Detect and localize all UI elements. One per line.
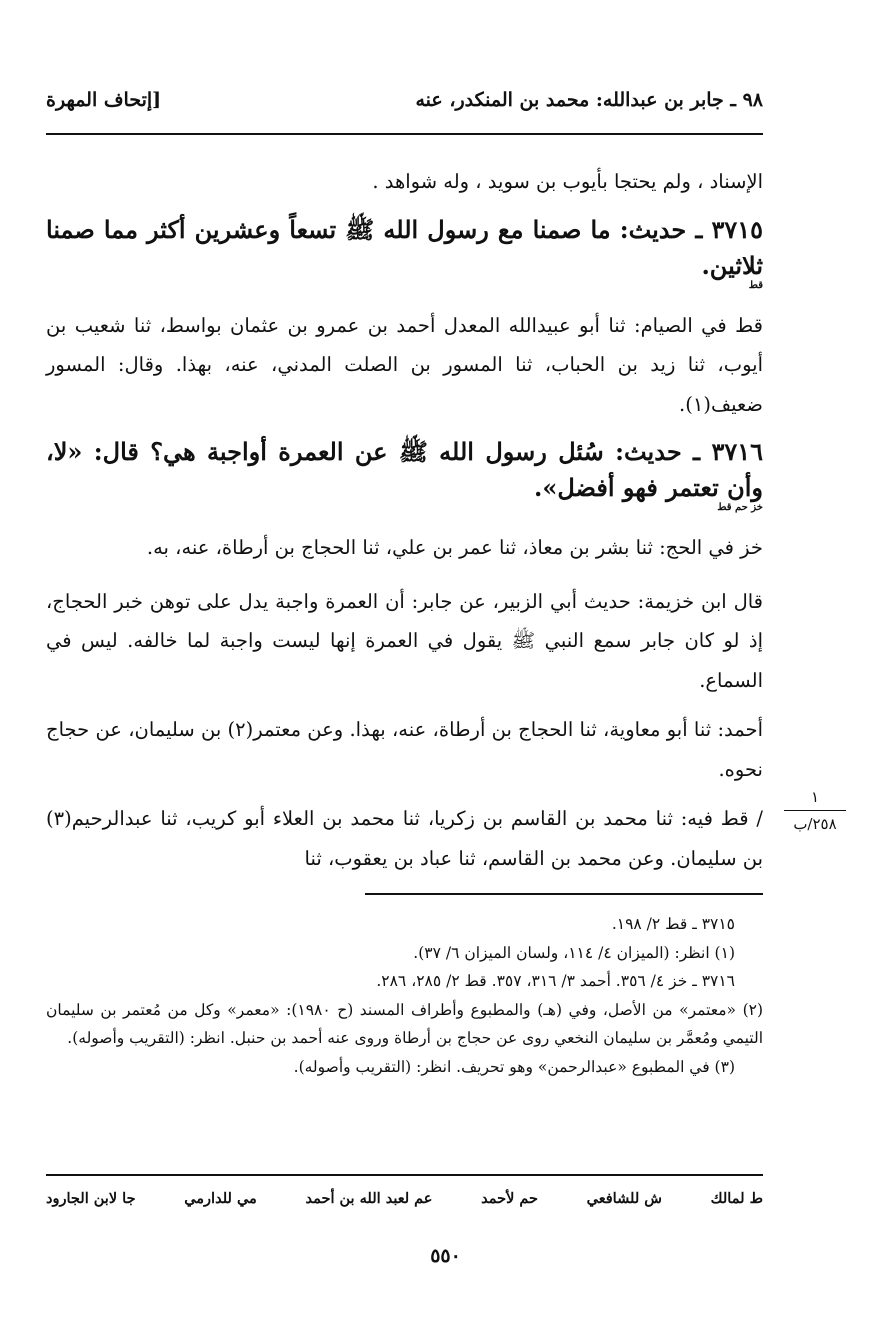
hadith-3716-siglum: خز حم قط: [717, 502, 763, 513]
folio-divider: [784, 810, 846, 811]
page-number: ٥٥٠: [430, 1245, 461, 1267]
folio-bottom: ٢٥٨/ب: [793, 815, 837, 833]
sigla-key: [46, 1190, 763, 1207]
page-header: [46, 80, 763, 120]
footnote-2: (٢) «معتمر» من الأصل، وفي (هـ) والمطبوع وأطراف المسند (ح ١٩٨٠): «معمر» وكل من مُعتمر بن سليمان التيمي ومُعمَّر بن سليمان النخعي روى عن حجاج بن أرطاة وروى عنه أحمد بن حنبل. انظر: (التقريب وأصوله).: [46, 1000, 764, 1047]
hadith-3715-text: ٣٧١٥ ـ حديث: ما صمنا مع رسول الله ﷺ تسعاً وعشرين أكثر مما صمنا ثلاثين.: [46, 214, 763, 280]
siglum-malik: ط لمالك: [710, 1190, 763, 1207]
siglum-shafii: ش للشافعي: [586, 1190, 663, 1207]
intro-paragraph: الإسناد ، ولم يحتجا بأيوب بن سويد ، وله شواهد .: [372, 170, 763, 193]
book-title: [إتحاف المهرة: [46, 89, 162, 111]
siglum-ahmad: حم لأحمد: [481, 1190, 539, 1207]
footnote-rule: [365, 893, 763, 895]
header-rule: [46, 133, 763, 135]
footnote-1: (١) انظر: (الميزان ٤/ ١١٤، ولسان الميزان ٦/ ٣٧).: [413, 943, 735, 962]
sigla-rule: [46, 1174, 763, 1176]
footnotes: [46, 910, 763, 1081]
paragraph-ibn-khuzayma-hajj: خز في الحج: ثنا بشر بن معاذ، ثنا عمر بن علي، ثنا الحجاج بن أرطاة، عنه، به.: [146, 536, 763, 559]
hadith-3716: [46, 434, 763, 514]
running-title: ٩٨ ـ جابر بن عبدالله: محمد بن المنكدر، عنه: [415, 89, 763, 111]
paragraph-ahmad: أحمد: ثنا أبو معاوية، ثنا الحجاج بن أرطاة، عنه، بهذا. وعن معتمر(٢) بن سليمان، عن حجاج نحوه.: [46, 718, 763, 781]
hadith-3715-siglum: قط: [748, 279, 763, 291]
paragraph-daraqutni: قط في الصيام: ثنا أبو عبيدالله المعدل أحمد بن عمرو بن عثمان بواسط، ثنا شعيب بن أيوب، ثنا زيد بن الحباب، ثنا المسور بن الصلت المدني، عنه، بهذا. وقال: المسور ضعيف(١).: [46, 313, 763, 416]
footnote-source-3716: ٣٧١٦ ـ خز ٤/ ٣٥٦. أحمد ٣/ ٣١٦، ٣٥٧. قط ٢/ ٢٨٥، ٢٨٦.: [376, 972, 735, 990]
paragraph-ibn-khuzayma-comment: قال ابن خزيمة: حديث أبي الزبير، عن جابر: أن العمرة واجبة يدل على توهن خبر الحجاج، إذ لو كان جابر سمع النبي ﷺ يقول في العمرة إنها ليست واجبة لما خالفه. ليس في السماع.: [46, 589, 763, 692]
hadith-3716-text: ٣٧١٦ ـ حديث: سُئل رسول الله ﷺ عن العمرة أواجبة هي؟ قال: «لا، وأن تعتمر فهو أفضل».: [46, 437, 763, 502]
hadith-3715: [46, 212, 763, 292]
siglum-ibn-jarud: جا لابن الجارود: [46, 1190, 136, 1207]
manuscript-folio-note: [780, 786, 850, 835]
footnote-source-3715: ٣٧١٥ ـ قط ٢/ ١٩٨.: [611, 915, 735, 933]
folio-top: ١: [810, 788, 820, 806]
siglum-abdallah: عم لعبد الله بن أحمد: [305, 1190, 433, 1207]
footnote-3: (٣) في المطبوع «عبدالرحمن» وهو تحريف. انظر: (التقريب وأصوله).: [293, 1057, 735, 1076]
siglum-darimi: مي للدارمي: [184, 1190, 257, 1207]
main-text: [46, 162, 763, 878]
paragraph-daraqutni-2: / قط فيه: ثنا محمد بن القاسم بن زكريا، ثنا محمد بن العلاء أبو كريب، ثنا عبدالرحيم(٣) بن سليمان. وعن محمد بن القاسم، ثنا عباد بن يعقوب، ثنا: [46, 807, 763, 870]
